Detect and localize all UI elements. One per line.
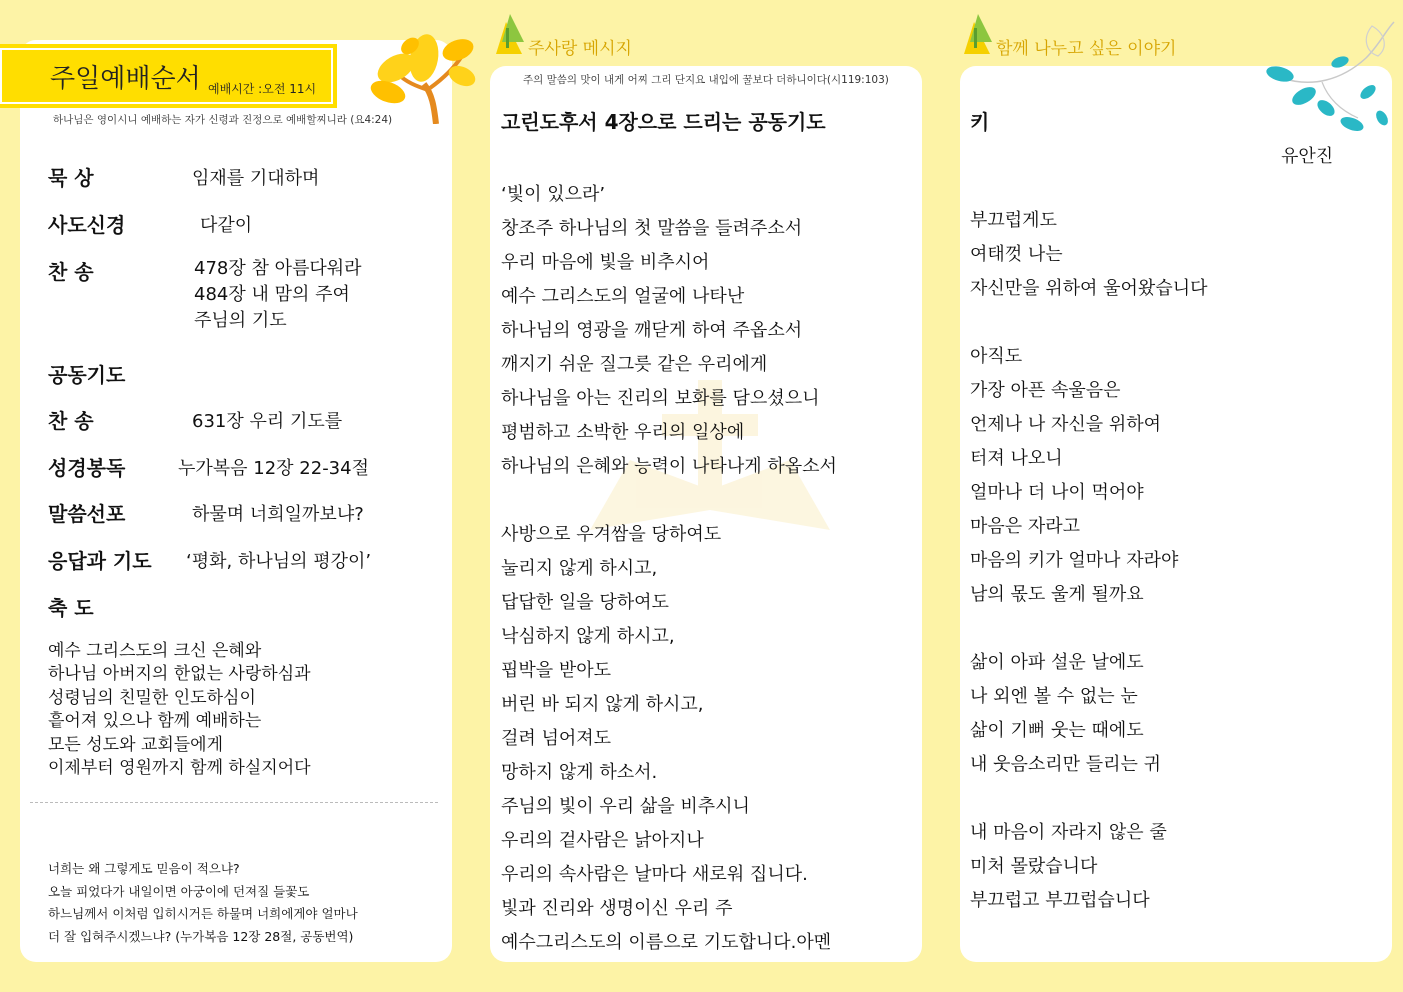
text-line: 얼마나 더 나이 먹어야 [970, 482, 1144, 503]
story-section-title: 함께 나누고 싶은 이야기 [996, 39, 1177, 59]
text-line: 가장 아픈 속울음은 [970, 380, 1121, 401]
text-line: 사방으로 우겨쌈을 당하여도 [501, 524, 722, 545]
text-line: 주님의 빛이 우리 삶을 비추시니 [501, 796, 750, 817]
closing-verse: 너희는 왜 그렇게도 믿음이 적으냐? 오늘 피었다가 내일이면 아궁이에 던져질 들꽃도 하느님께서 이처럼 입히시거든 하물며 너희에게야 얼마나 더 잘 입혀주시겠느냐? (누가복음 12장 28절, 공동번역) [48, 861, 358, 944]
text-line: 삶이 아파 설운 날에도 [970, 652, 1144, 673]
text-line: 아직도 [970, 346, 1023, 367]
worship-title: 주일예배순서 [50, 64, 201, 94]
poem-author: 유안진 [1281, 146, 1334, 167]
text-line: 여태껏 나는 [970, 244, 1063, 265]
text-line: 예수 그리스도의 얼굴에 나타난 [501, 286, 745, 307]
text-line: ‘빛이 있으라’ [501, 184, 606, 205]
text-line: 걸려 넘어져도 [501, 728, 612, 749]
text-line: 깨지기 쉬운 질그릇 같은 우리에게 [501, 354, 768, 375]
text-line: 평범하고 소박한 우리의 일상에 [501, 422, 745, 443]
text-line: 예수그리스도의 이름으로 기도합니다.아멘 [501, 932, 832, 953]
text-line: 내 웃음소리만 들리는 귀 [970, 754, 1162, 775]
order-label-4: 공동기도 [48, 363, 126, 387]
text-line: 부끄럽게도 [970, 210, 1057, 231]
teal-leaves-icon [1262, 18, 1398, 134]
text-line: 빛과 진리와 생명이신 우리 주 [501, 898, 733, 919]
order-value-3: 478장 참 아름다워라 484장 내 맘의 주여 주님의 기도 [194, 258, 362, 331]
text-line [970, 782, 1208, 816]
order-value-8: ‘평화, 하나님의 평강이’ [186, 551, 372, 572]
text-line: 언제나 나 자신을 위하여 [970, 414, 1162, 435]
text-line [970, 306, 1208, 340]
order-label-5: 찬 송 [48, 409, 94, 433]
text-line: 우리 마음에 빛을 비추시어 [501, 252, 710, 273]
order-label-6: 성경봉독 [48, 456, 126, 480]
message-top-verse: 주의 말씀의 맛이 내게 어찌 그리 단지요 내입에 꿀보다 더하니이다(시119:103) [523, 74, 889, 86]
text-line: 답답한 일을 당하여도 [501, 592, 669, 613]
order-label-1: 묵 상 [48, 166, 94, 190]
text-line [970, 612, 1208, 646]
text-line: 나 외엔 볼 수 없는 눈 [970, 686, 1138, 707]
text-line: 눌리지 않게 하시고, [501, 558, 658, 579]
text-line: 낙심하지 않게 하시고, [501, 626, 675, 647]
text-line: 버린 바 되지 않게 하시고, [501, 694, 704, 715]
divider [30, 802, 438, 803]
order-value-2: 다같이 [200, 215, 253, 236]
text-line: 자신만을 위하여 울어왔습니다 [970, 278, 1208, 299]
order-value-6: 누가복음 12장 22-34절 [178, 458, 369, 479]
text-line: 내 마음이 자라지 않은 줄 [970, 822, 1167, 843]
order-label-7: 말씀선포 [48, 502, 126, 526]
text-line: 우리의 겉사람은 낡아지나 [501, 830, 704, 851]
text-line: 망하지 않게 하소서. [501, 762, 658, 783]
leaf-tree-icon [366, 28, 478, 124]
text-line: 남의 몫도 울게 될까요 [970, 584, 1144, 605]
text-line: 하나님을 아는 진리의 보화를 담으셨으니 [501, 388, 820, 409]
tree-logo-icon [492, 12, 526, 54]
order-label-9: 축 도 [48, 596, 94, 620]
text-line: 하나님의 영광을 깨닫게 하여 주옵소서 [501, 320, 803, 341]
text-line: 터져 나오니 [970, 448, 1063, 469]
text-line: 핍박을 받아도 [501, 660, 612, 681]
text-line: 부끄럽고 부끄럽습니다 [970, 890, 1150, 911]
text-line: 삶이 기뻐 웃는 때에도 [970, 720, 1144, 741]
text-line [501, 484, 837, 518]
order-label-2: 사도신경 [48, 213, 126, 237]
text-line: 미처 몰랐습니다 [970, 856, 1098, 877]
order-label-8: 응답과 기도 [48, 549, 152, 573]
poem-title: 키 [970, 110, 990, 134]
prayer-title: 고린도후서 4장으로 드리는 공동기도 [501, 110, 826, 134]
text-line: 우리의 속사람은 날마다 새로워 집니다. [501, 864, 808, 885]
poem-lines [970, 204, 1208, 918]
text-line: 마음의 키가 얼마나 자라야 [970, 550, 1179, 571]
order-value-7: 하물며 너희일까보냐? [192, 504, 364, 525]
tree-logo-icon [960, 12, 994, 54]
worship-subtitle: 하나님은 영이시니 예배하는 자가 신령과 진정으로 예배할찌니라 (요4:24) [53, 114, 393, 126]
prayer-lines [501, 178, 837, 960]
order-value-1: 임재를 기대하며 [192, 168, 320, 189]
text-line: 창조주 하나님의 첫 말씀을 들려주소서 [501, 218, 803, 239]
text-line: 하나님의 은혜와 능력이 나타나게 하옵소서 [501, 456, 837, 477]
order-value-5: 631장 우리 기도를 [192, 411, 343, 432]
benediction-text: 예수 그리스도의 크신 은혜와 하나님 아버지의 한없는 사랑하심과 성령님의 친밀한 인도하심이 흩어져 있으나 함께 예배하는 모든 성도와 교회들에게 이제부터 영원까지 함께 하실지어다 [48, 641, 311, 779]
worship-time: 예배시간 :오전 11시 [208, 82, 317, 96]
order-label-3: 찬 송 [48, 260, 94, 284]
text-line: 마음은 자라고 [970, 516, 1081, 537]
message-section-title: 주사랑 메시지 [528, 39, 632, 59]
